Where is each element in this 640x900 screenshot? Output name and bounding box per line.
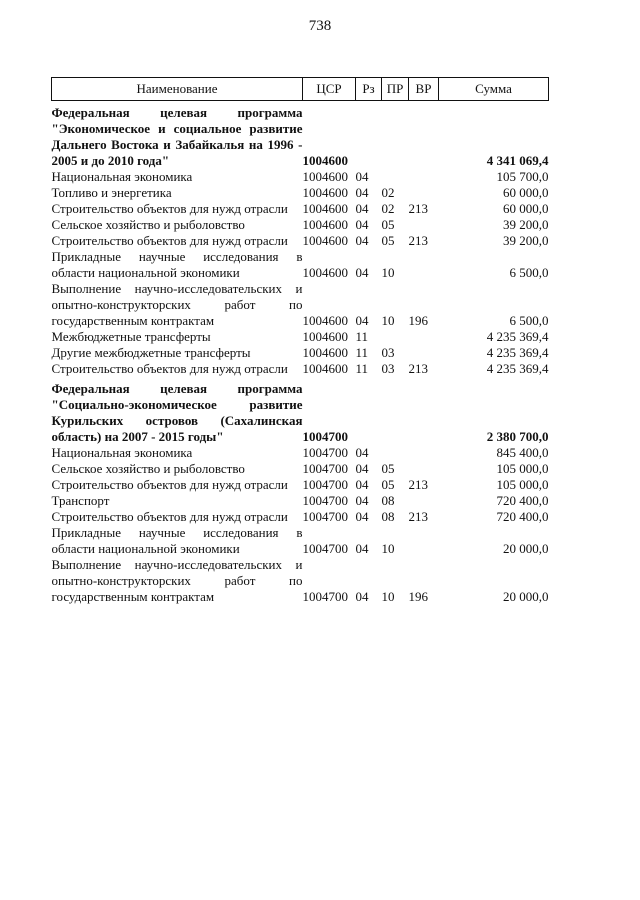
- cell-csr: 1004600: [302, 313, 348, 328]
- cell-rz: 04: [355, 185, 369, 200]
- cell-name: Строительство объектов для нужд отрасли: [51, 233, 288, 248]
- table-row: [52, 509, 549, 525]
- budget-table: [51, 77, 549, 605]
- cell-csr: 1004600: [302, 345, 348, 360]
- cell-csr: 1004600: [302, 169, 348, 184]
- cell-sum: 4 235 369,4: [486, 345, 549, 360]
- header-pr: ПР: [382, 78, 409, 101]
- cell-vr: [409, 101, 439, 170]
- cell-csr: 1004700: [302, 461, 348, 476]
- table-row: [52, 345, 549, 361]
- cell-pr: [382, 445, 409, 461]
- cell-rz: 04: [355, 493, 369, 508]
- cell-vr: 213: [408, 233, 428, 248]
- cell-rz: 04: [355, 217, 369, 232]
- cell-csr: 1004700: [302, 509, 348, 524]
- table-row: [52, 461, 549, 477]
- cell-sum: 2 380 700,0: [486, 429, 549, 444]
- table-row: [52, 233, 549, 249]
- cell-pr: [382, 329, 409, 345]
- cell-vr: [409, 345, 439, 361]
- cell-name: Межбюджетные трансферты: [51, 329, 211, 344]
- cell-pr: [382, 377, 409, 445]
- table-row: [52, 281, 549, 329]
- cell-rz: 04: [355, 233, 369, 248]
- table-body: [52, 101, 549, 606]
- cell-pr: 08: [381, 509, 395, 524]
- cell-sum: 4 341 069,4: [486, 153, 549, 168]
- cell-vr: 213: [408, 477, 428, 492]
- cell-rz: 04: [355, 313, 369, 328]
- cell-pr: 10: [381, 541, 395, 556]
- header-sum: Сумма: [439, 78, 549, 101]
- cell-vr: 196: [408, 313, 428, 328]
- cell-rz: 11: [355, 345, 369, 360]
- cell-pr: [382, 101, 409, 170]
- cell-sum: 4 235 369,4: [486, 329, 549, 344]
- header-name: Наименование: [52, 78, 303, 101]
- cell-name: Прикладные научные исследования в области национальной экономики: [51, 249, 303, 280]
- cell-sum: 6 500,0: [509, 313, 549, 328]
- cell-vr: [409, 329, 439, 345]
- cell-sum: 60 000,0: [503, 185, 549, 200]
- cell-csr: 1004600: [302, 265, 348, 280]
- cell-csr: 1004600: [302, 153, 348, 168]
- table-row: [52, 477, 549, 493]
- cell-vr: [409, 461, 439, 477]
- cell-sum: 6 500,0: [509, 265, 549, 280]
- cell-sum: 39 200,0: [503, 217, 549, 232]
- cell-csr: 1004600: [302, 361, 348, 376]
- cell-rz: 11: [355, 361, 369, 376]
- cell-csr: 1004600: [302, 201, 348, 216]
- cell-name: Строительство объектов для нужд отрасли: [51, 201, 288, 216]
- cell-csr: 1004700: [302, 541, 348, 556]
- cell-name: Сельское хозяйство и рыболовство: [51, 217, 245, 232]
- cell-name: Топливо и энергетика: [51, 185, 172, 200]
- cell-name: Выполнение научно-исследовательских и опытно-конструкторских работ по государственным контрактам: [51, 281, 303, 328]
- cell-vr: [409, 525, 439, 557]
- header-rz: Рз: [356, 78, 382, 101]
- cell-vr: 213: [408, 509, 428, 524]
- cell-name: Национальная экономика: [51, 169, 193, 184]
- cell-name: Сельское хозяйство и рыболовство: [51, 461, 245, 476]
- budget-sheet: [51, 77, 548, 605]
- cell-vr: [409, 185, 439, 201]
- cell-csr: 1004700: [302, 445, 348, 460]
- header-row: [52, 78, 549, 101]
- cell-rz: 04: [355, 509, 369, 524]
- table-row: [52, 169, 549, 185]
- cell-vr: [409, 169, 439, 185]
- cell-sum: 105 000,0: [496, 461, 549, 476]
- cell-name: Строительство объектов для нужд отрасли: [51, 509, 288, 524]
- cell-name: Другие межбюджетные трансферты: [51, 345, 251, 360]
- cell-name: Федеральная целевая программа "Экономическое и социальное развитие Дальнего Востока и Забайкалья на 1996 - 2005 и до 2010 года": [51, 105, 303, 168]
- cell-name: Прикладные научные исследования в области национальной экономики: [51, 525, 303, 556]
- cell-rz: 04: [355, 265, 369, 280]
- table-row: [52, 249, 549, 281]
- cell-name: Транспорт: [51, 493, 110, 508]
- cell-pr: 05: [381, 477, 395, 492]
- cell-name: Национальная экономика: [51, 445, 193, 460]
- program-row: [52, 101, 549, 170]
- cell-sum: 20 000,0: [503, 541, 549, 556]
- cell-csr: 1004700: [302, 493, 348, 508]
- cell-pr: 02: [381, 185, 395, 200]
- cell-rz: [356, 101, 382, 170]
- cell-csr: 1004700: [302, 429, 348, 444]
- table-row: [52, 445, 549, 461]
- cell-csr: 1004700: [302, 477, 348, 492]
- cell-pr: 10: [381, 265, 395, 280]
- cell-pr: 05: [381, 461, 395, 476]
- table-row: [52, 361, 549, 377]
- cell-csr: 1004700: [302, 589, 348, 604]
- cell-vr: [409, 493, 439, 509]
- page-number: 738: [308, 18, 332, 34]
- cell-sum: 845 400,0: [496, 445, 549, 460]
- cell-sum: 105 000,0: [496, 477, 549, 492]
- table-row: [52, 217, 549, 233]
- table-row: [52, 525, 549, 557]
- table-row: [52, 185, 549, 201]
- cell-name: Выполнение научно-исследовательских и опытно-конструкторских работ по государственным контрактам: [51, 557, 303, 604]
- cell-rz: 11: [355, 329, 369, 344]
- cell-pr: [382, 169, 409, 185]
- cell-sum: 720 400,0: [496, 509, 549, 524]
- cell-sum: 720 400,0: [496, 493, 549, 508]
- cell-sum: 4 235 369,4: [486, 361, 549, 376]
- cell-pr: 10: [381, 313, 395, 328]
- cell-pr: 05: [381, 217, 395, 232]
- cell-rz: 04: [355, 477, 369, 492]
- table-row: [52, 201, 549, 217]
- cell-vr: [409, 445, 439, 461]
- cell-vr: [409, 249, 439, 281]
- cell-pr: 05: [381, 233, 395, 248]
- cell-rz: 04: [355, 169, 369, 184]
- cell-rz: 04: [355, 201, 369, 216]
- program-row: [52, 377, 549, 445]
- cell-sum: 60 000,0: [503, 201, 549, 216]
- cell-rz: 04: [355, 589, 369, 604]
- cell-sum: 20 000,0: [503, 589, 549, 604]
- cell-vr: [409, 217, 439, 233]
- header-csr: ЦСР: [303, 78, 356, 101]
- cell-name: Строительство объектов для нужд отрасли: [51, 361, 288, 376]
- cell-pr: 03: [381, 361, 395, 376]
- cell-rz: 04: [355, 445, 369, 460]
- cell-vr: 213: [408, 201, 428, 216]
- cell-rz: 04: [355, 461, 369, 476]
- cell-pr: 03: [381, 345, 395, 360]
- cell-csr: 1004600: [302, 217, 348, 232]
- cell-pr: 08: [381, 493, 395, 508]
- cell-sum: 105 700,0: [496, 169, 549, 184]
- cell-rz: [356, 377, 382, 445]
- cell-sum: 39 200,0: [503, 233, 549, 248]
- cell-pr: 10: [381, 589, 395, 604]
- cell-vr: 196: [408, 589, 428, 604]
- header-vr: ВР: [409, 78, 439, 101]
- cell-name: Федеральная целевая программа "Социально-экономическое развитие Курильских островов (Сахалинская область) на 2007 - 2015 годы": [51, 381, 303, 444]
- cell-csr: 1004600: [302, 329, 348, 344]
- cell-vr: [409, 377, 439, 445]
- cell-csr: 1004600: [302, 233, 348, 248]
- cell-vr: 213: [408, 361, 428, 376]
- table-row: [52, 493, 549, 509]
- table-row: [52, 557, 549, 605]
- table-header: [52, 78, 549, 101]
- cell-pr: 02: [381, 201, 395, 216]
- table-row: [52, 329, 549, 345]
- cell-name: Строительство объектов для нужд отрасли: [51, 477, 288, 492]
- cell-rz: 04: [355, 541, 369, 556]
- cell-csr: 1004600: [302, 185, 348, 200]
